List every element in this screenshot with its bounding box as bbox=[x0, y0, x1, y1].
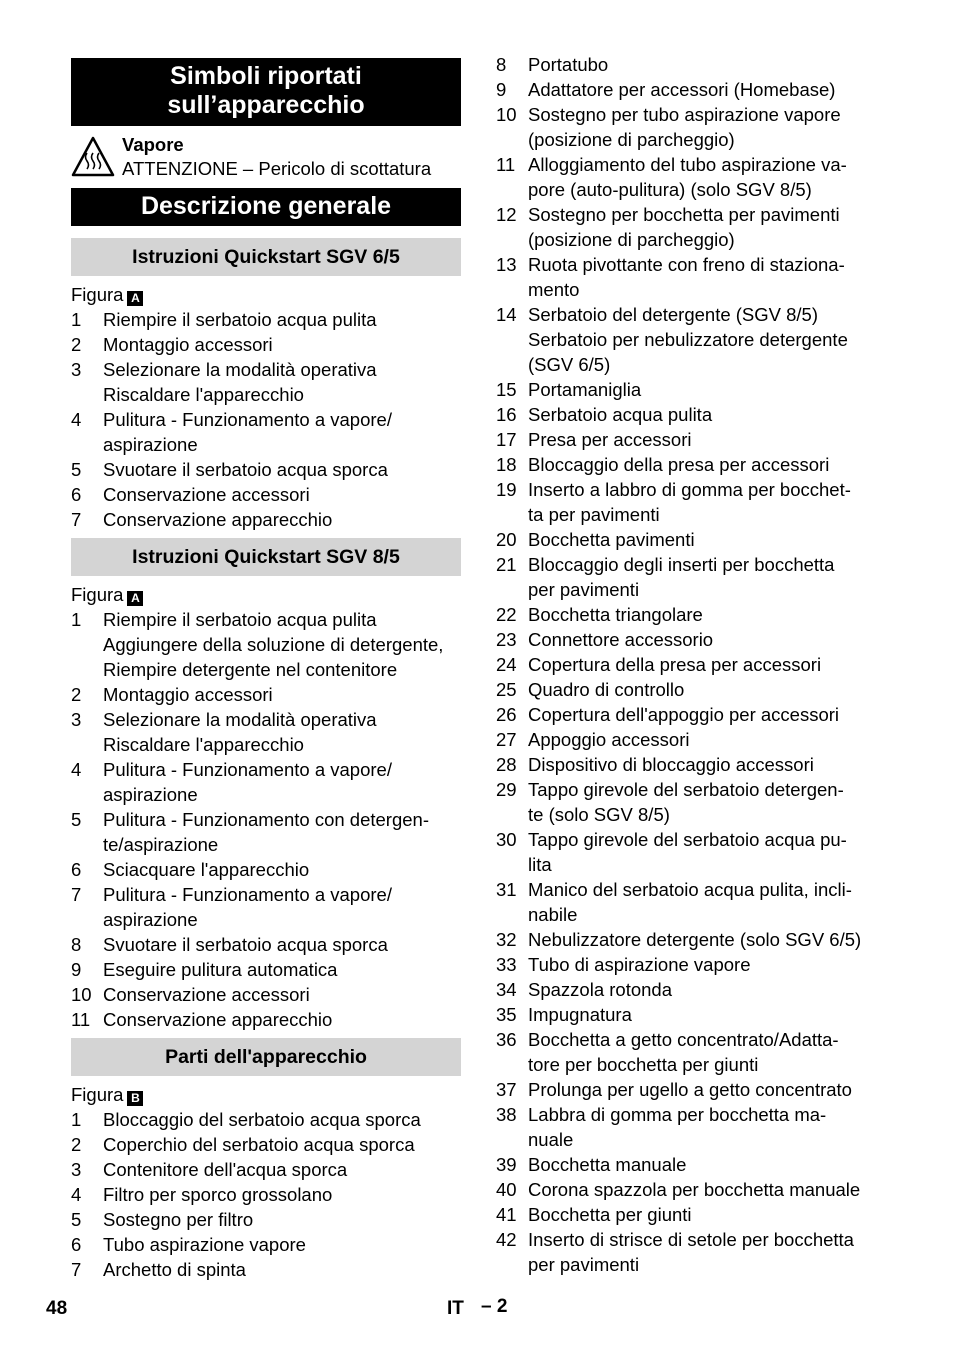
item-number: 42 bbox=[496, 1229, 517, 1250]
item-number: 10 bbox=[71, 984, 92, 1005]
list-item bbox=[496, 677, 896, 702]
item-number: 5 bbox=[71, 1209, 82, 1230]
item-number: 19 bbox=[496, 479, 517, 500]
item-text: Filtro per sporco grossolano bbox=[103, 1184, 333, 1205]
item-text: Portamaniglia bbox=[528, 379, 642, 400]
list-item bbox=[496, 52, 896, 77]
list-item bbox=[496, 202, 896, 252]
item-number: 3 bbox=[71, 1159, 82, 1180]
list-item bbox=[496, 702, 896, 727]
figure-letter: A bbox=[127, 591, 143, 606]
figure-label: Figura bbox=[71, 1084, 124, 1105]
section-page-number: – 2 bbox=[481, 1296, 508, 1317]
item-number: 23 bbox=[496, 629, 517, 650]
list-item bbox=[71, 882, 463, 932]
item-text: Svuotare il serbatoio acqua sporca bbox=[103, 459, 388, 480]
item-text: Inserto a labbro di gomma per bocchet- ta per pavimenti bbox=[528, 479, 851, 525]
item-text: Bocchetta a getto concentrato/Adatta- tore per bocchetta per giunti bbox=[528, 1029, 839, 1075]
item-text: Portatubo bbox=[528, 54, 609, 75]
figure-ref bbox=[71, 582, 143, 607]
list-item bbox=[496, 952, 896, 977]
list-item bbox=[496, 1227, 896, 1277]
item-number: 38 bbox=[496, 1104, 517, 1125]
item-text: Corona spazzola per bocchetta manuale bbox=[528, 1179, 861, 1200]
list-item bbox=[496, 527, 896, 552]
item-text: Inserto di strisce di setole per bocchetta per pavimenti bbox=[528, 1229, 854, 1275]
item-text: Pulitura - Funzionamento a vapore/ aspirazione bbox=[103, 884, 392, 930]
item-number: 15 bbox=[496, 379, 517, 400]
item-number: 34 bbox=[496, 979, 517, 1000]
list-item bbox=[496, 727, 896, 752]
item-text: Ruota pivottante con freno di staziona- mento bbox=[528, 254, 845, 300]
list-item bbox=[496, 1152, 896, 1177]
list-item bbox=[71, 707, 463, 757]
item-number: 10 bbox=[496, 104, 517, 125]
item-text: Selezionare la modalità operativa Riscaldare l'apparecchio bbox=[103, 709, 377, 755]
item-text: Pulitura - Funzionamento con detergen- te/aspirazione bbox=[103, 809, 429, 855]
language-code: IT bbox=[447, 1298, 464, 1319]
item-text: Tappo girevole del serbatoio acqua pu- lita bbox=[528, 829, 847, 875]
item-text: Presa per accessori bbox=[528, 429, 692, 450]
item-number: 32 bbox=[496, 929, 517, 950]
item-text: Bocchetta triangolare bbox=[528, 604, 703, 625]
item-text: Alloggiamento del tubo aspirazione va- pore (auto-pulitura) (solo SGV 8/5) bbox=[528, 154, 847, 200]
warning-title: Vapore bbox=[122, 134, 184, 155]
list-item bbox=[71, 1232, 463, 1257]
list-item bbox=[71, 357, 461, 407]
item-number: 4 bbox=[71, 409, 82, 430]
quickstart-85-list bbox=[71, 607, 463, 1032]
item-number: 8 bbox=[496, 54, 507, 75]
page-number: 48 bbox=[46, 1298, 68, 1319]
item-number: 3 bbox=[71, 359, 82, 380]
item-number: 41 bbox=[496, 1204, 517, 1225]
item-text: Pulitura - Funzionamento a vapore/ aspirazione bbox=[103, 759, 392, 805]
item-number: 4 bbox=[71, 759, 82, 780]
item-number: 6 bbox=[71, 859, 82, 880]
item-number: 16 bbox=[496, 404, 517, 425]
item-number: 27 bbox=[496, 729, 517, 750]
item-number: 7 bbox=[71, 884, 82, 905]
list-item bbox=[496, 1077, 896, 1102]
list-item bbox=[71, 457, 461, 482]
list-item bbox=[496, 927, 896, 952]
list-item bbox=[71, 1207, 463, 1232]
item-text: Sostegno per filtro bbox=[103, 1209, 254, 1230]
item-number: 40 bbox=[496, 1179, 517, 1200]
item-text: Serbatoio acqua pulita bbox=[528, 404, 713, 425]
item-number: 20 bbox=[496, 529, 517, 550]
list-item bbox=[496, 402, 896, 427]
warning-text: ATTENZIONE – Pericolo di scottatura bbox=[122, 158, 432, 179]
list-item bbox=[496, 77, 896, 102]
item-number: 2 bbox=[71, 1134, 82, 1155]
list-item bbox=[71, 1107, 463, 1132]
item-text: Coperchio del serbatoio acqua sporca bbox=[103, 1134, 415, 1155]
symbols-heading: Simboli riportati sull’apparecchio bbox=[71, 58, 461, 126]
item-number: 11 bbox=[496, 154, 516, 175]
list-item bbox=[71, 507, 461, 532]
list-item bbox=[71, 857, 463, 882]
item-text: Tappo girevole del serbatoio detergen- te (solo SGV 8/5) bbox=[528, 779, 844, 825]
figure-ref bbox=[71, 1082, 143, 1107]
list-item bbox=[71, 1132, 463, 1157]
list-item bbox=[496, 652, 896, 677]
item-text: Conservazione apparecchio bbox=[103, 509, 333, 530]
item-number: 22 bbox=[496, 604, 517, 625]
item-number: 24 bbox=[496, 654, 517, 675]
item-text: Connettore accessorio bbox=[528, 629, 714, 650]
list-item bbox=[496, 452, 896, 477]
item-number: 1 bbox=[71, 609, 82, 630]
item-text: Riempire il serbatoio acqua pulita Aggiungere della soluzione di detergente, Riempire detergente nel contenitore bbox=[103, 609, 444, 680]
item-text: Montaggio accessori bbox=[103, 684, 273, 705]
item-text: Sciacquare l'apparecchio bbox=[103, 859, 310, 880]
item-text: Serbatoio del detergente (SGV 8/5) Serbatoio per nebulizzatore detergente (SGV 6/5) bbox=[528, 304, 848, 375]
item-text: Spazzola rotonda bbox=[528, 979, 672, 1000]
item-number: 9 bbox=[496, 79, 507, 100]
list-item bbox=[496, 977, 896, 1002]
item-text: Archetto di spinta bbox=[103, 1259, 246, 1280]
item-number: 3 bbox=[71, 709, 82, 730]
item-number: 1 bbox=[71, 1109, 82, 1130]
item-number: 29 bbox=[496, 779, 517, 800]
quickstart-65-list bbox=[71, 307, 461, 532]
list-item bbox=[71, 757, 463, 807]
item-text: Copertura della presa per accessori bbox=[528, 654, 822, 675]
list-item bbox=[496, 1002, 896, 1027]
list-item bbox=[71, 607, 463, 682]
item-text: Montaggio accessori bbox=[103, 334, 273, 355]
item-text: Adattatore per accessori (Homebase) bbox=[528, 79, 836, 100]
list-item bbox=[496, 377, 896, 402]
item-text: Svuotare il serbatoio acqua sporca bbox=[103, 934, 388, 955]
item-number: 21 bbox=[496, 554, 517, 575]
list-item bbox=[71, 1257, 463, 1282]
list-item bbox=[496, 252, 896, 302]
figure-letter: B bbox=[127, 1091, 143, 1106]
item-number: 7 bbox=[71, 509, 82, 530]
item-text: Conservazione apparecchio bbox=[103, 1009, 333, 1030]
list-item bbox=[496, 477, 896, 527]
list-item bbox=[496, 827, 896, 877]
figure-letter: A bbox=[127, 291, 143, 306]
list-item bbox=[71, 307, 461, 332]
item-number: 37 bbox=[496, 1079, 517, 1100]
quickstart-85-heading: Istruzioni Quickstart SGV 8/5 bbox=[71, 538, 461, 576]
item-text: Bloccaggio degli inserti per bocchetta per pavimenti bbox=[528, 554, 835, 600]
item-text: Bocchetta per giunti bbox=[528, 1204, 692, 1225]
item-number: 1 bbox=[71, 309, 82, 330]
item-text: Bloccaggio del serbatoio acqua sporca bbox=[103, 1109, 421, 1130]
item-text: Pulitura - Funzionamento a vapore/ aspirazione bbox=[103, 409, 392, 455]
item-number: 18 bbox=[496, 454, 517, 475]
item-number: 5 bbox=[71, 809, 82, 830]
parts-heading: Parti dell'apparecchio bbox=[71, 1038, 461, 1076]
item-number: 17 bbox=[496, 429, 517, 450]
list-item bbox=[496, 877, 896, 927]
list-item bbox=[496, 1177, 896, 1202]
item-text: Dispositivo di bloccaggio accessori bbox=[528, 754, 814, 775]
item-number: 12 bbox=[496, 204, 517, 225]
list-item bbox=[71, 332, 461, 357]
list-item bbox=[496, 152, 896, 202]
item-text: Bocchetta manuale bbox=[528, 1154, 687, 1175]
item-number: 39 bbox=[496, 1154, 517, 1175]
item-number: 35 bbox=[496, 1004, 517, 1025]
item-number: 11 bbox=[71, 1009, 91, 1030]
list-item bbox=[71, 1182, 463, 1207]
item-number: 30 bbox=[496, 829, 517, 850]
item-number: 6 bbox=[71, 1234, 82, 1255]
item-number: 14 bbox=[496, 304, 517, 325]
list-item bbox=[496, 777, 896, 827]
steam-warning bbox=[71, 132, 461, 182]
list-item bbox=[496, 752, 896, 777]
general-description-heading: Descrizione generale bbox=[71, 188, 461, 226]
list-item bbox=[71, 932, 463, 957]
item-text: Copertura dell'appoggio per accessori bbox=[528, 704, 840, 725]
item-text: Selezionare la modalità operativa Riscaldare l'apparecchio bbox=[103, 359, 377, 405]
item-text: Sostegno per bocchetta per pavimenti (posizione di parcheggio) bbox=[528, 204, 840, 250]
item-text: Eseguire pulitura automatica bbox=[103, 959, 338, 980]
item-text: Labbra di gomma per bocchetta ma- nuale bbox=[528, 1104, 827, 1150]
figure-label: Figura bbox=[71, 284, 124, 305]
hot-steam-warning-icon bbox=[71, 136, 115, 178]
item-text: Prolunga per ugello a getto concentrato bbox=[528, 1079, 852, 1100]
list-item bbox=[496, 427, 896, 452]
list-item bbox=[71, 682, 463, 707]
quickstart-65-heading: Istruzioni Quickstart SGV 6/5 bbox=[71, 238, 461, 276]
item-text: Conservazione accessori bbox=[103, 484, 310, 505]
list-item bbox=[496, 627, 896, 652]
item-number: 36 bbox=[496, 1029, 517, 1050]
item-text: Tubo di aspirazione vapore bbox=[528, 954, 751, 975]
list-item bbox=[496, 602, 896, 627]
figure-label: Figura bbox=[71, 584, 124, 605]
list-item bbox=[71, 1007, 463, 1032]
item-text: Bocchetta pavimenti bbox=[528, 529, 695, 550]
list-item bbox=[496, 1202, 896, 1227]
item-text: Nebulizzatore detergente (solo SGV 6/5) bbox=[528, 929, 862, 950]
item-number: 5 bbox=[71, 459, 82, 480]
item-number: 28 bbox=[496, 754, 517, 775]
item-number: 26 bbox=[496, 704, 517, 725]
item-number: 2 bbox=[71, 334, 82, 355]
list-item bbox=[496, 1027, 896, 1077]
item-text: Quadro di controllo bbox=[528, 679, 685, 700]
item-number: 33 bbox=[496, 954, 517, 975]
item-number: 6 bbox=[71, 484, 82, 505]
item-number: 31 bbox=[496, 879, 517, 900]
item-number: 8 bbox=[71, 934, 82, 955]
list-item bbox=[496, 102, 896, 152]
list-item bbox=[71, 982, 463, 1007]
item-number: 2 bbox=[71, 684, 82, 705]
item-text: Manico del serbatoio acqua pulita, incli- nabile bbox=[528, 879, 852, 925]
item-number: 13 bbox=[496, 254, 517, 275]
figure-ref bbox=[71, 282, 143, 307]
list-item bbox=[71, 482, 461, 507]
item-text: Impugnatura bbox=[528, 1004, 632, 1025]
list-item bbox=[71, 807, 463, 857]
item-text: Conservazione accessori bbox=[103, 984, 310, 1005]
list-item bbox=[496, 1102, 896, 1152]
item-text: Appoggio accessori bbox=[528, 729, 690, 750]
item-number: 9 bbox=[71, 959, 82, 980]
item-text: Bloccaggio della presa per accessori bbox=[528, 454, 830, 475]
item-text: Sostegno per tubo aspirazione vapore (posizione di parcheggio) bbox=[528, 104, 841, 150]
list-item bbox=[71, 957, 463, 982]
item-number: 25 bbox=[496, 679, 517, 700]
list-item bbox=[496, 302, 896, 377]
item-text: Contenitore dell'acqua sporca bbox=[103, 1159, 348, 1180]
list-item bbox=[71, 1157, 463, 1182]
item-number: 4 bbox=[71, 1184, 82, 1205]
list-item bbox=[71, 407, 461, 457]
parts-list-right bbox=[496, 52, 896, 1277]
item-text: Riempire il serbatoio acqua pulita bbox=[103, 309, 377, 330]
parts-list-left bbox=[71, 1107, 463, 1282]
list-item bbox=[496, 552, 896, 602]
item-number: 7 bbox=[71, 1259, 82, 1280]
item-text: Tubo aspirazione vapore bbox=[103, 1234, 306, 1255]
